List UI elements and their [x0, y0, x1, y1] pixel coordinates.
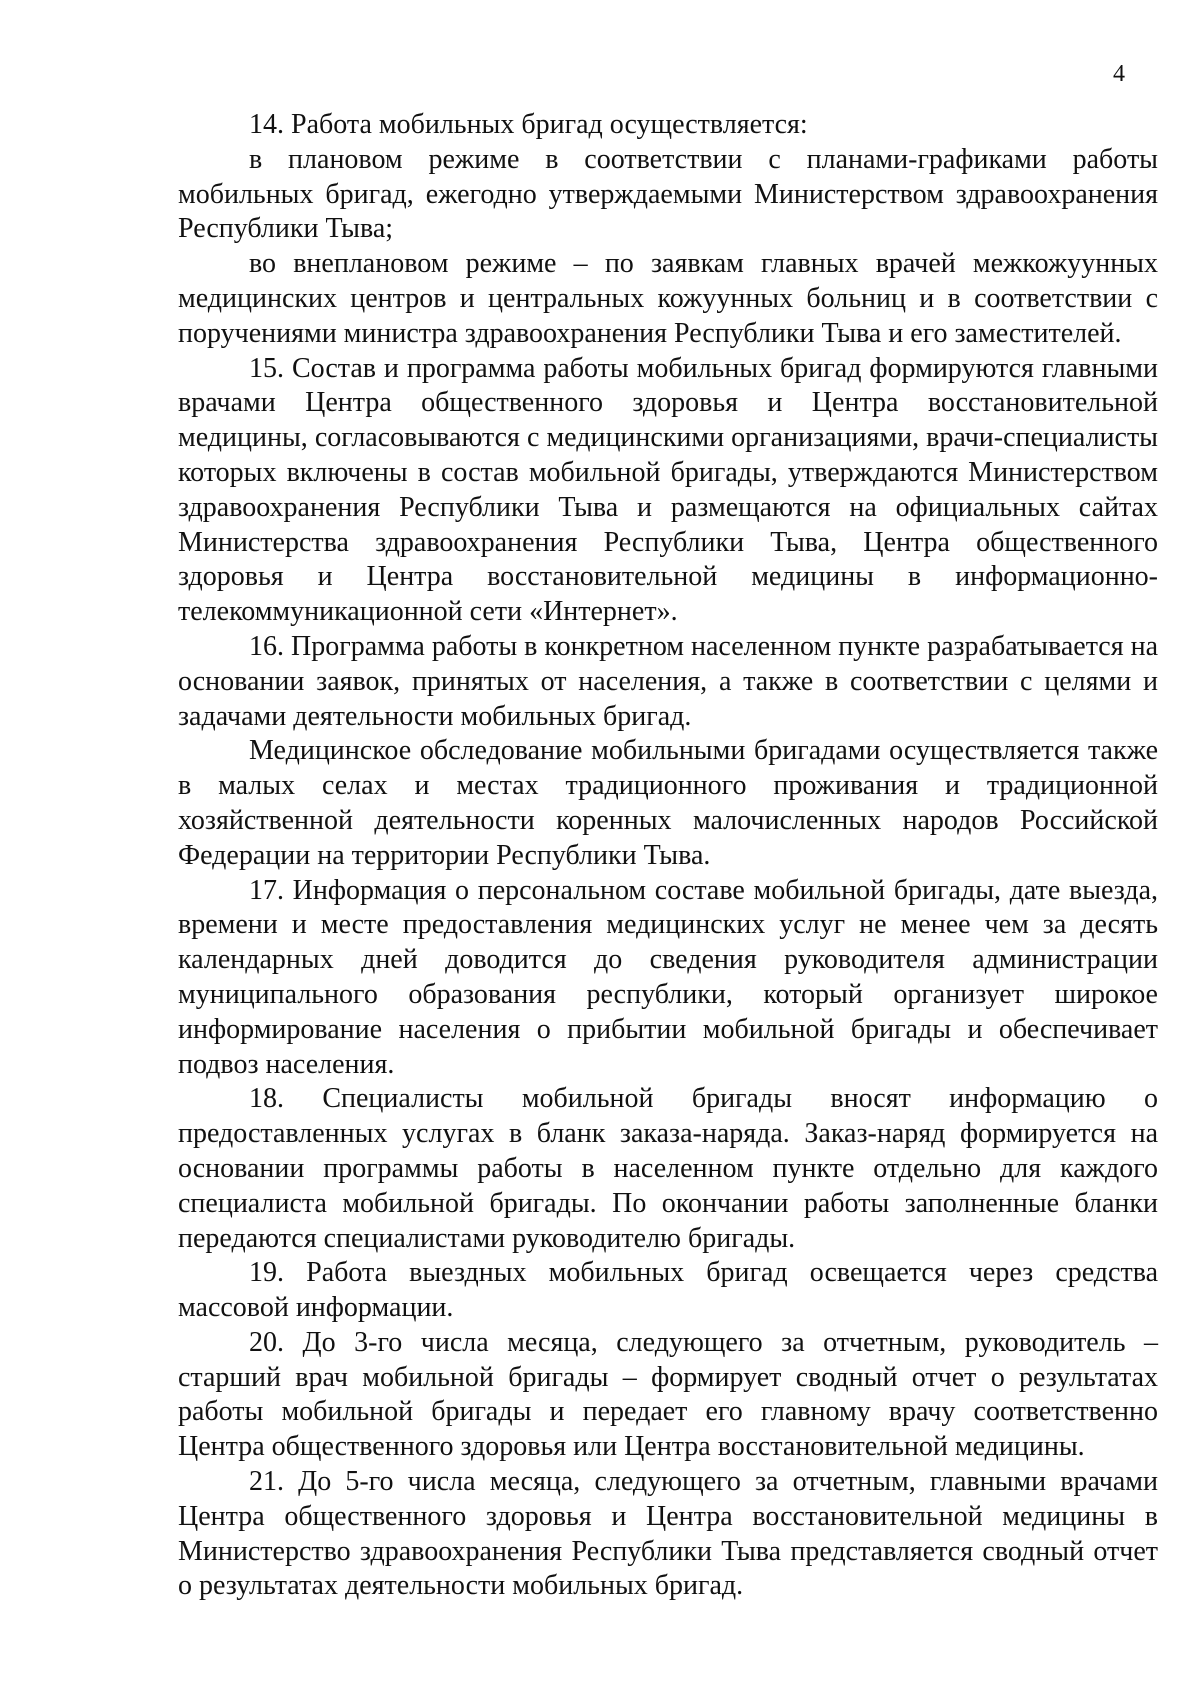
paragraph-unplanned-mode: во внеплановом режиме – по заявкам главных врачей межкожуунных медицинских центров и центральных кожуунных больниц и в соответствии с поручениями министра здравоохранения Республики Тыва и его заместителей.: [178, 248, 1158, 349]
paragraph-item-19: 19. Работа выездных мобильных бригад освещается через средства массовой информации.: [178, 1257, 1158, 1324]
paragraph-item-18: 18. Специалисты мобильной бригады вносят информацию о предоставленных услугах в бланк заказа-наряда. Заказ-наряд формируется на основании программы работы в населенном пункте отдельно для каждого специалиста мобильной бригады. По окончании работы заполненные бланки передаются специалистами руководителю бригады.: [178, 1083, 1158, 1254]
paragraph-item-21: 21. До 5-го числа месяца, следующего за отчетным, главными врачами Центра общественного здоровья и Центра восстановительной медицины в Министерство здравоохранения Республики Тыва представляется сводный отчет о результатах деятельности мобильных бригад.: [178, 1466, 1158, 1602]
paragraph-item-15: 15. Состав и программа работы мобильных бригад формируются главными врачами Центра общественного здоровья и Центра восстановительной медицины, согласовываются с медицинскими организациями, врачи-специалисты которых включены в состав мобильной бригады, утверждаются Министерством здравоохранения Республики Тыва и размещаются на официальных сайтах Министерства здравоохранения Республики Тыва, Центра общественного здоровья и Центра восстановительной медицины в информационно-телекоммуникационной сети «Интернет».: [178, 352, 1158, 628]
paragraph-medical-examination: Медицинское обследование мобильными бригадами осуществляется также в малых селах и местах традиционного проживания и традиционной хозяйственной деятельности коренных малочисленных народов Российской Федерации на территории Республики Тыва.: [178, 735, 1158, 871]
paragraph-item-20: 20. До 3-го числа месяца, следующего за отчетным, руководитель – старший врач мобильной бригады – формирует сводный отчет о результатах работы мобильной бригады и передает его главному врачу соответственно Центра общественного здоровья или Центра восстановительной медицины.: [178, 1326, 1158, 1463]
paragraph-item-14-heading: 14. Работа мобильных бригад осуществляется:: [249, 109, 808, 140]
page-number: 4: [1113, 61, 1125, 87]
paragraph-item-16: 16. Программа работы в конкретном населенном пункте разрабатывается на основании заявок, принятых от населения, а также в соответствии с целями и задачами деятельности мобильных бригад.: [178, 630, 1158, 732]
paragraph-item-17: 17. Информация о персональном составе мобильной бригады, дате выезда, времени и месте предоставления медицинских услуг не менее чем за десять календарных дней доводится до сведения руководителя администрации муниципального образования республики, который организует широкое информирование населения о прибытии мобильной бригады и обеспечивает подвоз населения.: [178, 874, 1158, 1080]
document-body: [178, 108, 1158, 1604]
paragraph-planned-mode: в плановом режиме в соответствии с планами-графиками работы мобильных бригад, ежегодно утверждаемыми Министерством здравоохранения Республики Тыва;: [178, 143, 1158, 245]
